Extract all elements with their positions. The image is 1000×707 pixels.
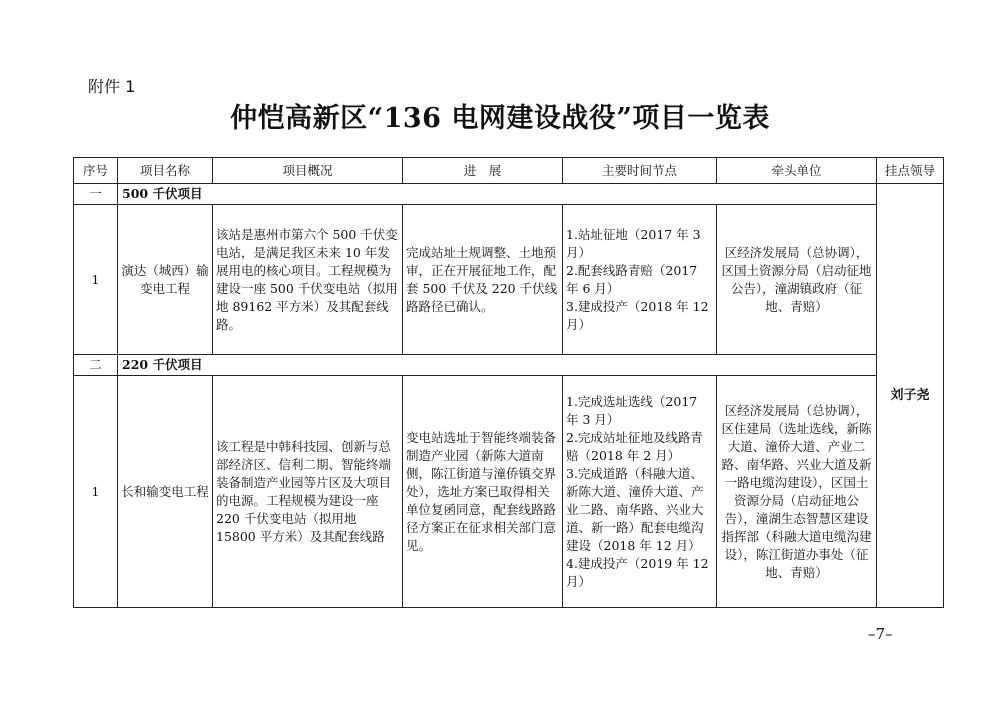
leader-name: 刘子尧 — [877, 184, 944, 608]
header-progress: 进 展 — [403, 158, 563, 184]
lead-unit: 区经济发展局（总协调），区住建局（选址选线，新陈大道、潼侨大道、产业二路、南华路、兴业大道及新一路电缆沟建设），区国土资源分局（启动征地公告），潼湖生态智慧区建设指挥部（科融大道电缆沟建设），陈江街道办事处（征地、青赔） — [717, 376, 877, 608]
project-name: 演达（城西）输变电工程 — [118, 205, 213, 355]
section-row — [74, 355, 944, 376]
row-index: 1 — [74, 205, 118, 355]
document-title: 仲恺高新区“136 电网建设战役”项目一览表 — [230, 103, 770, 134]
header-leader: 挂点领导 — [877, 158, 944, 184]
table-header-row — [74, 158, 944, 184]
header-project-name: 项目名称 — [118, 158, 213, 184]
milestone-item: 3.建成投产（2018 年 12 月） — [566, 298, 709, 332]
page-number: –7– — [868, 625, 893, 643]
attachment-label: 附件 1 — [88, 77, 136, 96]
milestone-item: 4.建成投产（2019 年 12 月） — [566, 555, 709, 589]
header-lead-unit: 牵头单位 — [717, 158, 877, 184]
table-row — [74, 205, 944, 355]
project-progress: 完成站址土规调整、土地预审，正在开展征地工作，配套 500 千伏及 220 千伏线路路径已确认。 — [403, 205, 563, 355]
milestone-item: 2.配套线路青赔（2017 年 6 月） — [566, 262, 698, 296]
milestone-item: 2.完成站址征地及线路青赔（2018 年 2 月） — [566, 429, 703, 463]
section-number: 一 — [74, 184, 118, 205]
section-title: 500 千伏项目 — [118, 184, 877, 205]
header-milestones: 主要时间节点 — [563, 158, 717, 184]
milestone-item: 3.完成道路（科融大道、新陈大道、潼侨大道、产业二路、南华路、兴业大道、新一路）配套电缆沟建设（2018 年 12 月） — [566, 465, 704, 553]
section-number: 二 — [74, 355, 118, 376]
milestone-item: 1.站址征地（2017 年 3 月） — [566, 226, 701, 260]
project-milestones — [563, 376, 717, 608]
section-row — [74, 184, 944, 205]
header-index: 序号 — [74, 158, 118, 184]
header-overview: 项目概况 — [213, 158, 403, 184]
project-table — [73, 157, 944, 608]
project-progress: 变电站选址于智能终端装备制造产业园（新陈大道南侧，陈江街道与潼侨镇交界处），选址方案已取得相关单位复函同意，配套线路路径方案正在征求相关部门意见。 — [403, 376, 563, 608]
row-index: 1 — [74, 376, 118, 608]
milestone-item: 1.完成选址选线（2017 年 3 月） — [566, 393, 698, 427]
project-name: 长和输变电工程 — [118, 376, 213, 608]
table-row — [74, 376, 944, 608]
project-overview: 该工程是中韩科技园、创新与总部经济区、信利二期、智能终端装备制造产业园等片区及大项目的电源。工程规模为建设一座 220 千伏变电站（拟用地 15800 平方米）及其配套线路 — [213, 376, 403, 608]
lead-unit: 区经济发展局（总协调），区国土资源分局（启动征地公告），潼湖镇政府（征地、青赔） — [717, 205, 877, 355]
section-title: 220 千伏项目 — [118, 355, 877, 376]
project-overview: 该站是惠州市第六个 500 千伏变电站，是满足我区未来 10 年发展用电的核心项目。工程规模为建设一座 500 千伏变电站（拟用地 89162 平方米）及其配套线路。 — [213, 205, 403, 355]
project-milestones — [563, 205, 717, 355]
